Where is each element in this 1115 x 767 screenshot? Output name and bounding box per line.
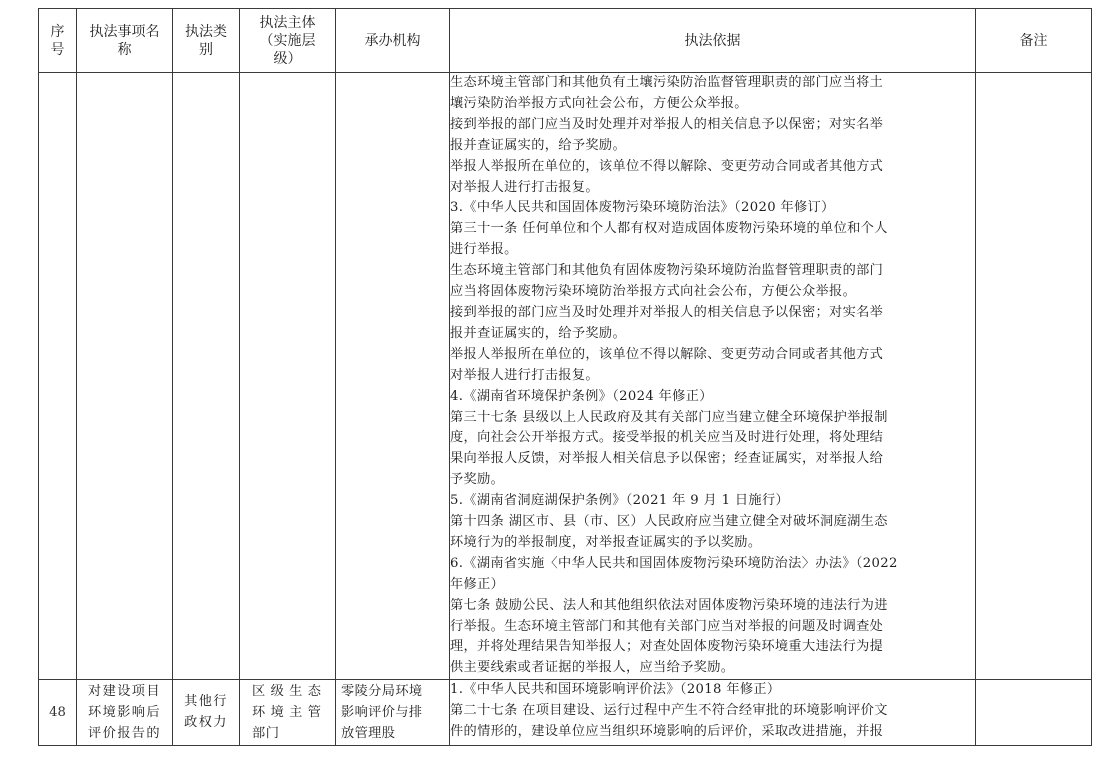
cont-remarks-cell — [976, 73, 1092, 680]
subject: 区 级 生 态 环 境 主 管 部门 — [252, 684, 322, 742]
agency: 零陵分局环境 影响评价与排 放管理股 — [341, 684, 423, 742]
basis-line: 供主要线索或者证据的举报人，应当给予奖励。 — [450, 660, 735, 676]
basis-line: 5.《湖南省洞庭湖保护条例》（2021 年 9 月 1 日施行） — [450, 493, 790, 509]
basis-line: 接到举报的部门应当及时处理并对举报人的相关信息予以保密；对实名举 — [450, 116, 884, 132]
category: 其他行 政权力 — [184, 694, 228, 731]
basis-cell: 1.《中华人民共和国环境影响评价法》（2018 年修正） 第二十七条 在项目建设、运行过程中产生不符合经审批的环境影响评价文 件的情形的，建设单位应当组织环境影响的后评价，采取改进措施，并报 — [450, 680, 976, 746]
basis-line: 年修正） — [450, 576, 505, 592]
enforcement-table — [38, 8, 1092, 746]
basis-line: 进行举报。 — [450, 242, 518, 258]
basis-line: 报并查证属实的，给予奖励。 — [450, 137, 626, 153]
basis-line: 壤污染防治举报方式向社会公布，方便公众举报。 — [450, 95, 748, 111]
row-number: 48 — [39, 680, 77, 746]
remarks-cell — [976, 680, 1092, 746]
header-no: 序 号 — [39, 9, 77, 73]
basis-line: 对举报人进行打击报复。 — [450, 179, 599, 195]
basis-line: 第三十七条 县级以上人民政府及其有关部门应当建立健全环境保护举报制 — [450, 409, 888, 425]
basis-line: 环境行为的举报制度，对举报查证属实的予以奖励。 — [450, 534, 762, 550]
header-row — [39, 9, 1092, 73]
basis-line: 生态环境主管部门和其他负有固体废物污染环境防治监督管理职责的部门 — [450, 263, 884, 279]
basis-line: 举报人举报所在单位的，该单位不得以解除、变更劳动合同或者其他方式 — [450, 346, 884, 362]
header-basis: 执法依据 — [450, 9, 976, 73]
cont-agency-cell — [336, 73, 450, 680]
basis-line: 度，向社会公开举报方式。接受举报的机关应当及时进行处理，将处理结 — [450, 430, 884, 446]
cont-no-cell — [39, 73, 77, 680]
table-row-48 — [39, 680, 1092, 746]
cont-category-cell — [173, 73, 240, 680]
basis-line: 理，并将处理结果告知举报人；对查处固体废物污染环境重大违法行为提 — [450, 639, 884, 655]
basis-line: 3.《中华人民共和国固体废物污染环境防治法》（2020 年修订） — [450, 200, 835, 216]
basis-line: 第三十一条 任何单位和个人都有权对造成固体废物污染环境的单位和个人 — [450, 221, 888, 237]
basis-line: 对举报人进行打击报复。 — [450, 367, 599, 383]
basis-line: 举报人举报所在单位的，该单位不得以解除、变更劳动合同或者其他方式 — [450, 158, 884, 174]
item-name-cell — [77, 680, 173, 746]
basis-line: 行举报。生态环境主管部门和其他有关部门应当对举报的问题及时调查处 — [450, 618, 884, 634]
header-remarks: 备注 — [976, 9, 1092, 73]
continued-row — [39, 73, 1092, 680]
basis-line: 果向举报人反馈，对举报人相关信息予以保密；经查证属实，对举报人给 — [450, 451, 884, 467]
header-agency: 承办机构 — [336, 9, 450, 73]
basis-line: 第十四条 湖区市、县（市、区）人民政府应当建立健全对破坏洞庭湖生态 — [450, 514, 888, 530]
header-category: 执法类 别 — [173, 9, 240, 73]
basis-line: 应当将固体废物污染环境防治举报方式向社会公布，方便公众举报。 — [450, 284, 857, 300]
cont-basis-cell — [450, 73, 976, 680]
agency-cell — [336, 680, 450, 746]
basis-line: 报并查证属实的，给予奖励。 — [450, 325, 626, 341]
basis-line: 6.《湖南省实施〈中华人民共和国固体废物污染环境防治法〉办法》（2022 — [450, 555, 898, 571]
basis-line: 予奖励。 — [450, 472, 505, 488]
category-cell — [173, 680, 240, 746]
header-subject: 执法主体 （实施层 级） — [240, 9, 336, 73]
basis-line: 生态环境主管部门和其他负有土壤污染防治监督管理职责的部门应当将土 — [450, 75, 884, 90]
basis-line: 接到举报的部门应当及时处理并对举报人的相关信息予以保密；对实名举 — [450, 304, 884, 320]
header-item: 执法事项名 称 — [77, 9, 173, 73]
basis-line: 4.《湖南省环境保护条例》（2024 年修正） — [450, 388, 713, 404]
subject-cell — [240, 680, 336, 746]
basis-line: 第七条 鼓励公民、法人和其他组织依法对固体废物污染环境的违法行为进 — [450, 597, 888, 613]
basis-text — [450, 73, 975, 679]
cont-subject-cell — [240, 73, 336, 680]
item-name: 对建设项目 环境影响后 评价报告的 — [88, 684, 161, 742]
cont-item-cell — [77, 73, 173, 680]
